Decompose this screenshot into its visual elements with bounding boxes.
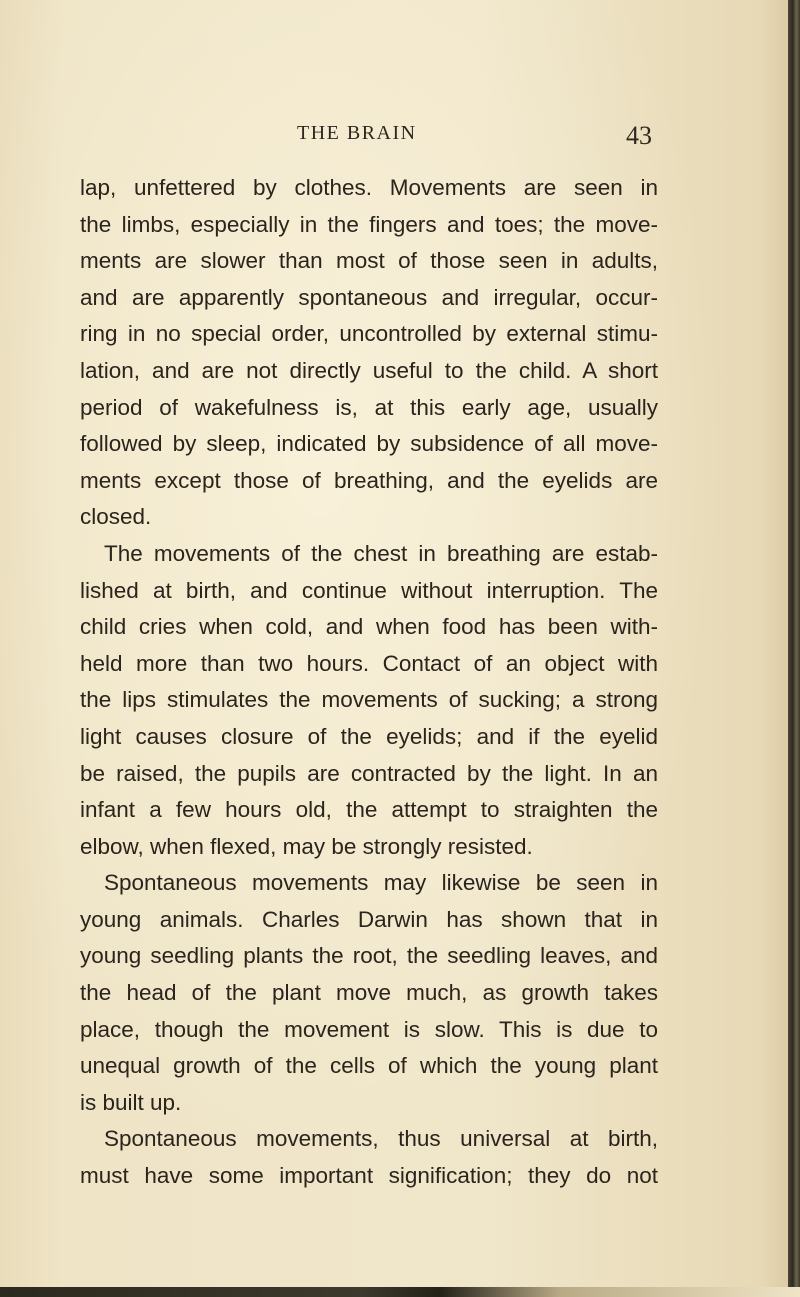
text-line: young seedling plants the root, the seedling leaves, and: [80, 943, 658, 969]
text-line: be raised, the pupils are contracted by the light. In an: [80, 760, 658, 786]
text-line: the head of the plant move much, as growth takes: [80, 980, 658, 1006]
text-line: ments except those of breathing, and the eyelids are: [80, 467, 658, 493]
text-line: infant a few hours old, the attempt to straighten the: [80, 797, 658, 823]
text-line: lished at birth, and continue without interruption. The: [80, 577, 658, 603]
paragraph: [80, 170, 658, 536]
running-head: [0, 118, 800, 158]
running-title: THE BRAIN: [297, 122, 417, 144]
text-line: the lips stimulates the movements of sucking; a strong: [80, 687, 658, 713]
page-number: 43: [626, 121, 652, 150]
text-line: is built up.: [80, 1089, 182, 1115]
text-line: child cries when cold, and when food has been with-: [80, 614, 658, 640]
text-line: must have some important signification; they do not: [80, 1163, 658, 1189]
text-line: young animals. Charles Darwin has shown that in: [80, 906, 658, 932]
text-line: ments are slower than most of those seen in adults,: [80, 248, 658, 274]
text-line: The movements of the chest in breathing are estab-: [104, 540, 658, 566]
text-line: the limbs, especially in the fingers and toes; the move-: [80, 211, 658, 237]
text-line: lap, unfettered by clothes. Movements are seen in: [80, 175, 658, 200]
text-line: held more than two hours. Contact of an object with: [80, 650, 658, 676]
text-line: and are apparently spontaneous and irregular, occur-: [80, 284, 658, 310]
paragraph: [80, 1121, 658, 1194]
text-line: unequal growth of the cells of which the young plant: [80, 1053, 658, 1079]
paragraph: [80, 865, 658, 1121]
text-line: elbow, when flexed, may be strongly resisted.: [80, 833, 533, 859]
text-line: place, though the movement is slow. This is due to: [80, 1016, 658, 1042]
page-edge-shadow: [788, 0, 800, 1297]
text-line: ring in no special order, uncontrolled by external stimu-: [80, 321, 658, 347]
body-text: [80, 170, 658, 1195]
text-line: closed.: [80, 504, 152, 530]
text-line: period of wakefulness is, at this early age, usually: [80, 394, 658, 420]
text-line: followed by sleep, indicated by subsidence of all move-: [80, 431, 658, 457]
text-line: light causes closure of the eyelids; and if the eyelid: [80, 723, 658, 749]
page-bottom-edge: [0, 1287, 800, 1297]
text-line: lation, and are not directly useful to the child. A short: [80, 357, 658, 383]
text-line: Spontaneous movements, thus universal at birth,: [104, 1126, 658, 1152]
paragraph: [80, 536, 658, 865]
text-line: Spontaneous movements may likewise be seen in: [104, 870, 658, 896]
